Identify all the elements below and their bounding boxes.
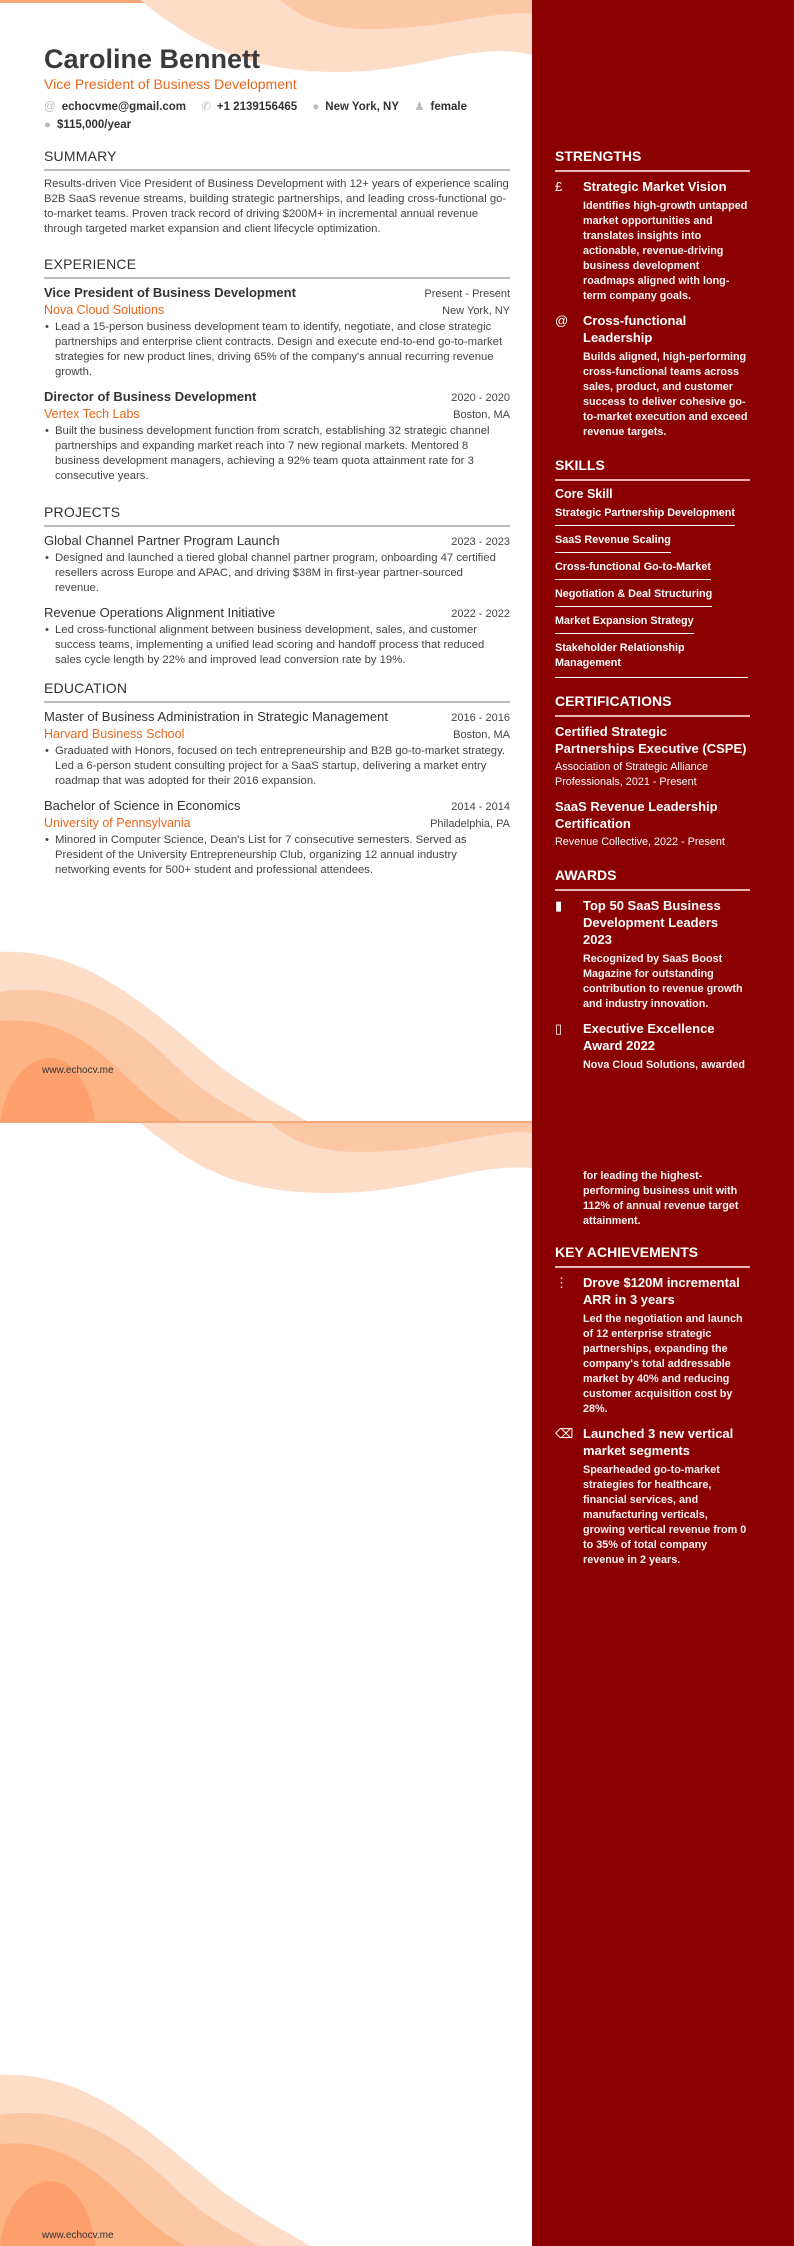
certifications-section	[555, 693, 750, 858]
skills-heading: SKILLS	[555, 457, 750, 481]
dollar-icon: ●	[44, 119, 51, 131]
summary-section	[44, 148, 510, 237]
award-desc: for leading the highest-performing business unit with 112% of annual revenue target attainment.	[583, 1170, 739, 1227]
achievements-heading: KEY ACHIEVEMENTS	[555, 1244, 750, 1268]
summary-text: Results-driven Vice President of Business Development with 12+ years of experience scaling B2B SaaS revenue streams, building strategic partnerships, and leading cross-functional go-to-market teams. Proven track record of driving $200M+ in incremental annual revenue through targeted market expansion and client lifecycle optimization.	[44, 178, 509, 235]
footer-site[interactable]: www.echocv.me	[42, 1065, 114, 1076]
candidate-title: Vice President of Business Development	[44, 76, 297, 92]
school-name: University of Pennsylvania	[44, 816, 191, 830]
project-dates: 2023 - 2023	[451, 536, 510, 548]
book-icon: ▯	[555, 1021, 563, 1036]
awards-section	[555, 867, 750, 1081]
strengths-heading: STRENGTHS	[555, 148, 750, 172]
award-desc: Recognized by SaaS Boost Magazine for outstanding contribution to revenue growth and industry innovation.	[583, 953, 743, 1010]
strength-title: Cross-functional Leadership	[583, 313, 687, 345]
education-bullet: • Minored in Computer Science, Dean's List for 7 consecutive semesters. Served as President of the University Entrepreneurship Club, organizing 12 annual industry networking events for 500+ student and professional attendees.	[44, 833, 510, 878]
school-name: Harvard Business School	[44, 727, 185, 741]
contact-gender: ♟ female	[414, 101, 467, 113]
job-bullet: • Lead a 15-person business development team to identify, negotiate, and close strategic partnerships and enterprise client contracts. Design and execute end-to-end go-to-market strategies for new product lines, driving 65% of the company's annual recurring revenue growth.	[44, 320, 510, 380]
project-title: Global Channel Partner Program Launch	[44, 533, 280, 548]
awards-heading: AWARDS	[555, 867, 750, 891]
education-bullet: • Graduated with Honors, focused on tech entrepreneurship and B2B go-to-market strategy. Led a 6-person student consulting project for a SaaS startup, delivering a market entry roadmap that was adopted for their 2016 expansion.	[44, 744, 510, 789]
location-icon: ●	[312, 101, 320, 113]
project-dates: 2022 - 2022	[451, 608, 510, 620]
skill-item: Stakeholder Relationship Management	[555, 638, 748, 678]
experience-section	[44, 256, 510, 493]
strengths-section	[555, 148, 750, 448]
job-bullet: • Built the business development function from scratch, establishing 32 strategic channel partnerships and expanding market reach into 7 new regional markets. Mentored 8 business development managers, achieving a 92% team quota attainment rate for 3 consecutive years.	[44, 424, 510, 484]
award-item	[555, 897, 750, 1012]
contact-email[interactable]: @ echocvme@gmail.com	[44, 101, 187, 113]
skill-group: Core Skill	[555, 487, 613, 501]
job-dates: 2020 - 2020	[451, 392, 510, 404]
cert-title: SaaS Revenue Leadership Certification	[555, 799, 718, 831]
company-name: Nova Cloud Solutions	[44, 303, 165, 317]
skills-section	[555, 457, 750, 682]
project-entry	[44, 605, 510, 668]
achievement-item	[555, 1274, 750, 1417]
pound-coin-icon: £	[555, 179, 563, 194]
education-section	[44, 680, 510, 887]
skill-item: Market Expansion Strategy	[555, 612, 694, 634]
school-location: Boston, MA	[453, 729, 510, 741]
achievement-desc: Led the negotiation and launch of 12 enterprise strategic partnerships, expanding the company's total addressable market by 40% and reducing customer acquisition cost by 28%.	[583, 1313, 743, 1415]
achievement-desc: Spearheaded go-to-market strategies for healthcare, financial services, and manufacturing verticals, growing vertical revenue from 0 to 35% of total company revenue in 2 years.	[583, 1464, 747, 1566]
strength-title: Strategic Market Vision	[583, 179, 727, 194]
strength-item	[555, 178, 750, 304]
job-location: Boston, MA	[453, 409, 510, 421]
project-title: Revenue Operations Alignment Initiative	[44, 605, 276, 620]
cert-title: Certified Strategic Partnerships Executive (CSPE)	[555, 724, 747, 756]
education-heading: EDUCATION	[44, 680, 510, 703]
award-title: Executive Excellence Award 2022	[583, 1021, 715, 1053]
backspace-icon: ⌫	[555, 1426, 574, 1441]
experience-heading: EXPERIENCE	[44, 256, 510, 279]
experience-entry	[44, 285, 510, 380]
at-icon: @	[555, 313, 569, 328]
degree-title: Bachelor of Science in Economics	[44, 798, 241, 813]
project-bullet: • Led cross-functional alignment between business development, sales, and customer success teams, implementing a unified lead scoring and handoff process that reduced sales cycle length by 22% and improved lead conversion rate by 19%.	[44, 623, 510, 668]
bookmark-icon: ▮	[555, 898, 563, 913]
job-title: Director of Business Development	[44, 389, 257, 404]
contact-location: ● New York, NY	[312, 101, 400, 113]
education-dates: 2016 - 2016	[451, 712, 510, 724]
certifications-heading: CERTIFICATIONS	[555, 693, 750, 717]
job-location: New York, NY	[442, 305, 510, 317]
award-item	[555, 1020, 750, 1073]
contact-salary: ● $115,000/year	[44, 119, 132, 131]
cert-detail: Association of Strategic Alliance Professionals, 2021 - Present	[555, 761, 709, 788]
projects-heading: PROJECTS	[44, 504, 510, 527]
education-entry	[44, 798, 510, 878]
projects-section	[44, 504, 510, 677]
at-icon: @	[44, 101, 56, 113]
summary-heading: SUMMARY	[44, 148, 510, 171]
degree-title: Master of Business Administration in Strategic Management	[44, 709, 388, 724]
award-desc-continued	[583, 1165, 753, 1229]
more-vertical-icon: ⋮	[555, 1275, 568, 1290]
footer-site-page2[interactable]: www.echocv.me	[42, 2230, 114, 2241]
school-location: Philadelphia, PA	[430, 818, 510, 830]
achievement-item	[555, 1425, 750, 1568]
achievement-title: Launched 3 new vertical market segments	[583, 1426, 734, 1458]
project-entry	[44, 533, 510, 596]
job-dates: Present - Present	[424, 288, 510, 300]
skill-item: Cross-functional Go-to-Market	[555, 558, 711, 580]
candidate-name: Caroline Bennett	[44, 44, 261, 74]
bottom-wave-decoration	[0, 940, 532, 1123]
project-bullet: • Designed and launched a tiered global channel partner program, onboarding 47 certified resellers across Europe and APAC, and driving $38M in first-year partner-sourced revenue.	[44, 551, 510, 596]
award-desc: Nova Cloud Solutions, awarded	[583, 1059, 745, 1071]
contact-info	[44, 98, 514, 134]
skill-item: Negotiation & Deal Structuring	[555, 585, 712, 607]
skill-item: Strategic Partnership Development	[555, 504, 735, 526]
education-entry	[44, 709, 510, 789]
phone-icon: ✆	[201, 101, 211, 113]
achievement-title: Drove $120M incremental ARR in 3 years	[583, 1275, 740, 1307]
bottom-wave-decoration-page2	[0, 2063, 532, 2246]
experience-entry	[44, 389, 510, 484]
skill-item: SaaS Revenue Scaling	[555, 531, 671, 553]
strength-desc: Identifies high-growth untapped market opportunities and translates insights into actionable, revenue-driving business development roadmaps aligned with long-term company goals.	[583, 200, 748, 302]
achievements-section	[555, 1244, 750, 1576]
top-wave-decoration-page2	[0, 1123, 532, 1203]
job-title: Vice President of Business Development	[44, 285, 296, 300]
company-name: Vertex Tech Labs	[44, 407, 140, 421]
strength-desc: Builds aligned, high-performing cross-functional teams across sales, product, and customer success to deliver cohesive go-to-market execution and exceed revenue targets.	[583, 351, 748, 438]
education-dates: 2014 - 2014	[451, 801, 510, 813]
person-icon: ♟	[414, 101, 425, 113]
contact-phone[interactable]: ✆ +1 2139156465	[201, 101, 298, 113]
award-title: Top 50 SaaS Business Development Leaders 2023	[583, 898, 721, 947]
cert-detail: Revenue Collective, 2022 - Present	[555, 836, 725, 848]
strength-item	[555, 312, 750, 440]
